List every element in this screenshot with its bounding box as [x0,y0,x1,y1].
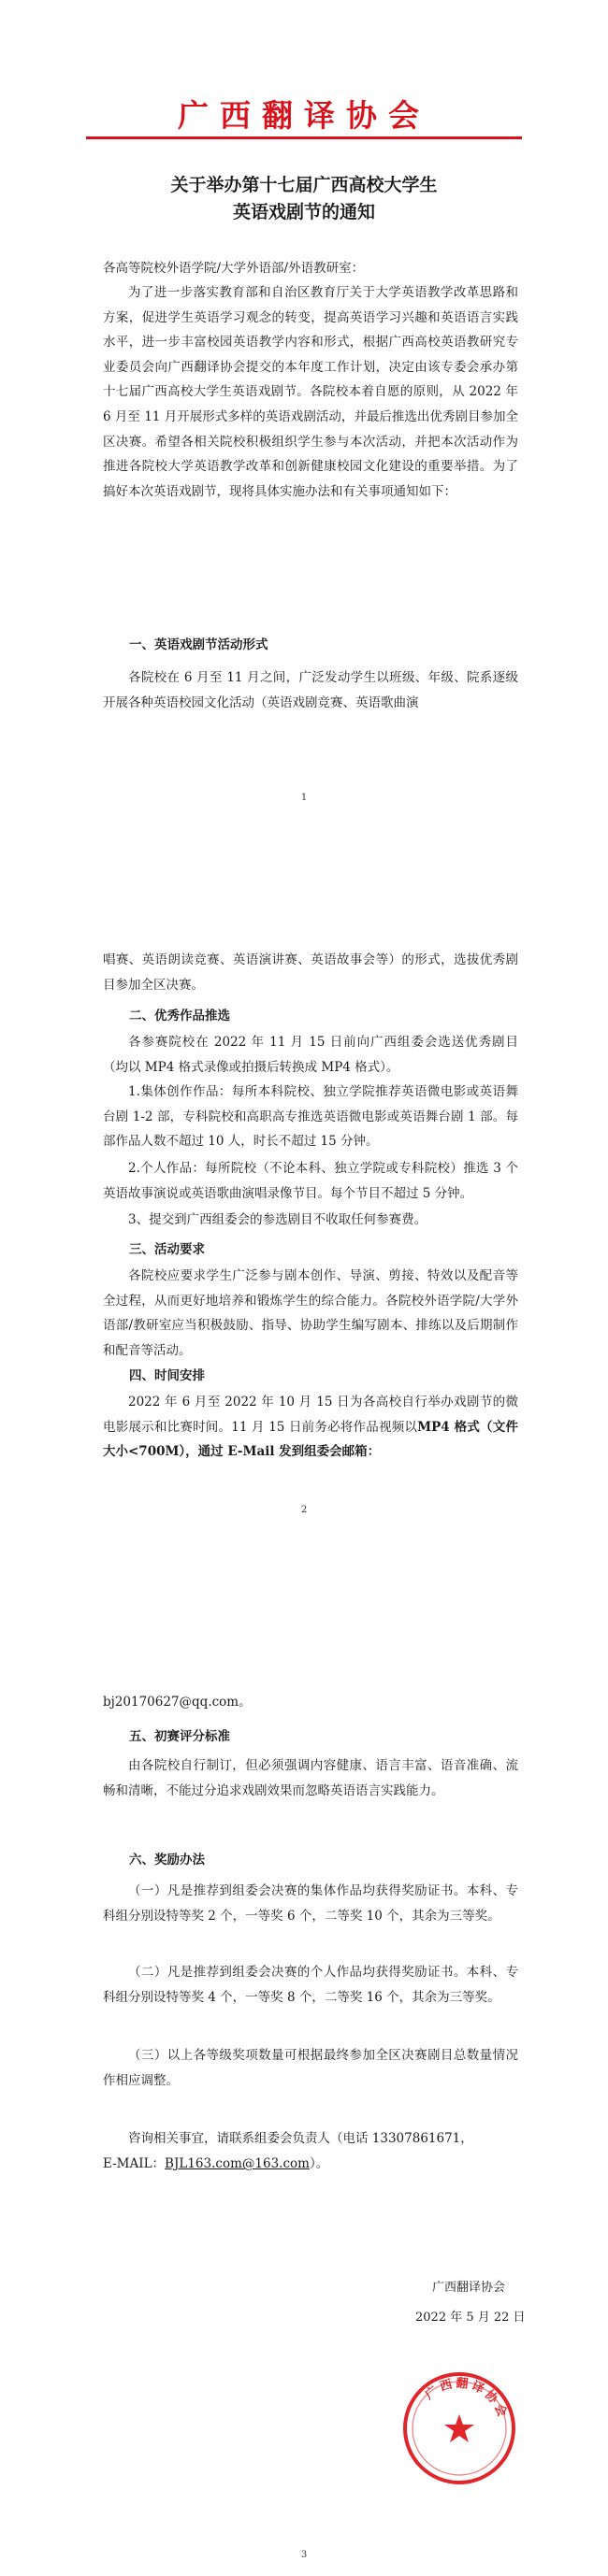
section5-paragraph: 由各院校自行制订，但必须强调内容健康、语言丰富、语音准确、流畅和清晰，不能过分追求戏剧效果而忽略英语语言实践能力。 [103,1758,518,1798]
section4-paragraph [103,1390,518,1465]
section2-paragraph-1: 各参赛院校在 2022 年 11 月 15 日前向广西组委会选送优秀剧目（均以 MP4 格式录像或拍摄后转换成 MP4 格式）。 [103,1035,518,1075]
section-heading-1: 一、英语戏剧节活动形式 [129,637,268,652]
section-heading-4: 四、时间安排 [129,1368,205,1383]
section6-paragraph-3: （三）以上各等级奖项数量可根据最终参加全区决赛剧目总数量情况作相应调整。 [103,2048,518,2088]
salutation: 各高等院校外语学院/大学外语部/外语教研室： [103,261,365,276]
section-heading-2: 二、优秀作品推选 [129,1009,230,1023]
intro-paragraph: 为了进一步落实教育部和自治区教育厅关于大学英语教学改革思路和方案，促进学生英语学习观念的转变，提高英语学习兴趣和英语语言实践水平，进一步丰富校园英语教学内容和形式，根据广西高校英语教研究专业委员会向广西翻译协会提交的本年度工作计划，决定由该专委会承办第十七届广西高校大学生英语戏剧节。各院校本着自愿的原则，从 2022 年 6 月至 11 月开展形式多样的英语戏剧活动，并最后推选出优秀剧目参加全区决赛。希望各相关院校积极组织学生参与本次活动，并把本次活动作为推进各院校大学英语教学改革和创新健康校园文化建设的重要举措。为了搞好本次英语戏剧节，现将具体实施办法和有关事项通知如下： [103,285,518,499]
page-number-1: 1 [300,793,308,803]
section-heading-6: 六、奖励办法 [129,1853,205,1868]
letterhead-org-name: 广西翻译协会 [178,97,430,134]
section6-paragraph-2: （二）凡是推荐到组委会决赛的个人作品均获得奖励证书。本科、专科组分别设特等奖 4 个，一等奖 8 个，二等奖 16 个，其余为三等奖。 [103,1965,518,2005]
signer-org: 广西翻译协会 [432,2281,506,2295]
section3-paragraph-1: 各院校应要求学生广泛参与剧本创作、导演、剪接、特效以及配音等全过程，从而更好地培养和锻炼学生的综合能力。各院校外语学院/大学外语部/教研室应当积极鼓励、指导、协助学生编写剧本、排练以及后期制作和配音等活动。 [103,1268,518,1358]
svg-text:广西翻译协会: 广西翻译协会 [422,2376,511,2422]
contact-email-link[interactable]: BJL163.com@163.com [165,2156,310,2171]
contact-line-1: 咨询相关事宜，请联系组委会负责人（电话 13307861671， [128,2131,473,2146]
contact-email-label: E-MAIL： [103,2156,166,2171]
signing-date: 2022 年 5 月 22 日 [415,2311,526,2325]
organizer-email: bj20170627@qq.com。 [103,1695,252,1710]
official-seal [400,2369,518,2487]
section1-paragraph-part2: 唱赛、英语朗读竞赛、英语演讲赛、英语故事会等）的形式，选拔优秀剧目参加全区决赛。 [103,952,518,993]
notice-title-line2: 英语戏剧节的通知 [232,202,375,222]
section-heading-3: 三、活动要求 [129,1242,205,1257]
section1-paragraph-part1: 各院校在 6 月至 11 月之间，广泛发动学生以班级、年级、院系逐级开展各种英语校园文化活动（英语戏剧竞赛、英语歌曲演 [103,670,518,710]
contact-line-2-suffix: ）。 [309,2156,329,2171]
section6-paragraph-1: （一）凡是推荐到组委会决赛的集体作品均获得奖励证书。本科、专科组分别设特等奖 2 个，一等奖 6 个，二等奖 10 个，其余为三等奖。 [103,1883,518,1924]
section4-text-bold: MP4 格式（文件大小<700M），通过 E-Mail 发到组委会邮箱： [103,1419,518,1460]
section4-text: 2022 年 6 月至 2022 年 10 月 15 日为各高校自行举办戏剧节的微电影展示和比赛时间。11 月 15 日前务必将作品视频以 [103,1395,518,1435]
page-number-3: 3 [300,2550,308,2560]
page-number-2: 2 [300,1505,308,1515]
letterhead-red-divider [86,136,522,139]
section2-paragraph-4: 3、提交到广西组委会的参选剧目不收取任何参赛费。 [128,1212,427,1227]
notice-title-line1: 关于举办第十七届广西高校大学生 [170,175,438,195]
section2-paragraph-2: 1.集体创作作品：每所本科院校、独立学院推荐英语微电影或英语舞台剧 1-2 部，专科院校和高职高专推选英语微电影或英语舞台剧 1 部。每部作品人数不超过 10 人，时长不超过 15 分钟。 [103,1084,518,1150]
contact-line-2 [103,2152,518,2177]
section-heading-5: 五、初赛评分标准 [129,1729,230,1744]
section2-paragraph-3: 2.个人作品：每所院校（不论本科、独立学院或专科院校）推选 3 个英语故事演说或英语歌曲演唱录像节目。每个节目不超过 5 分钟。 [103,1161,518,1201]
